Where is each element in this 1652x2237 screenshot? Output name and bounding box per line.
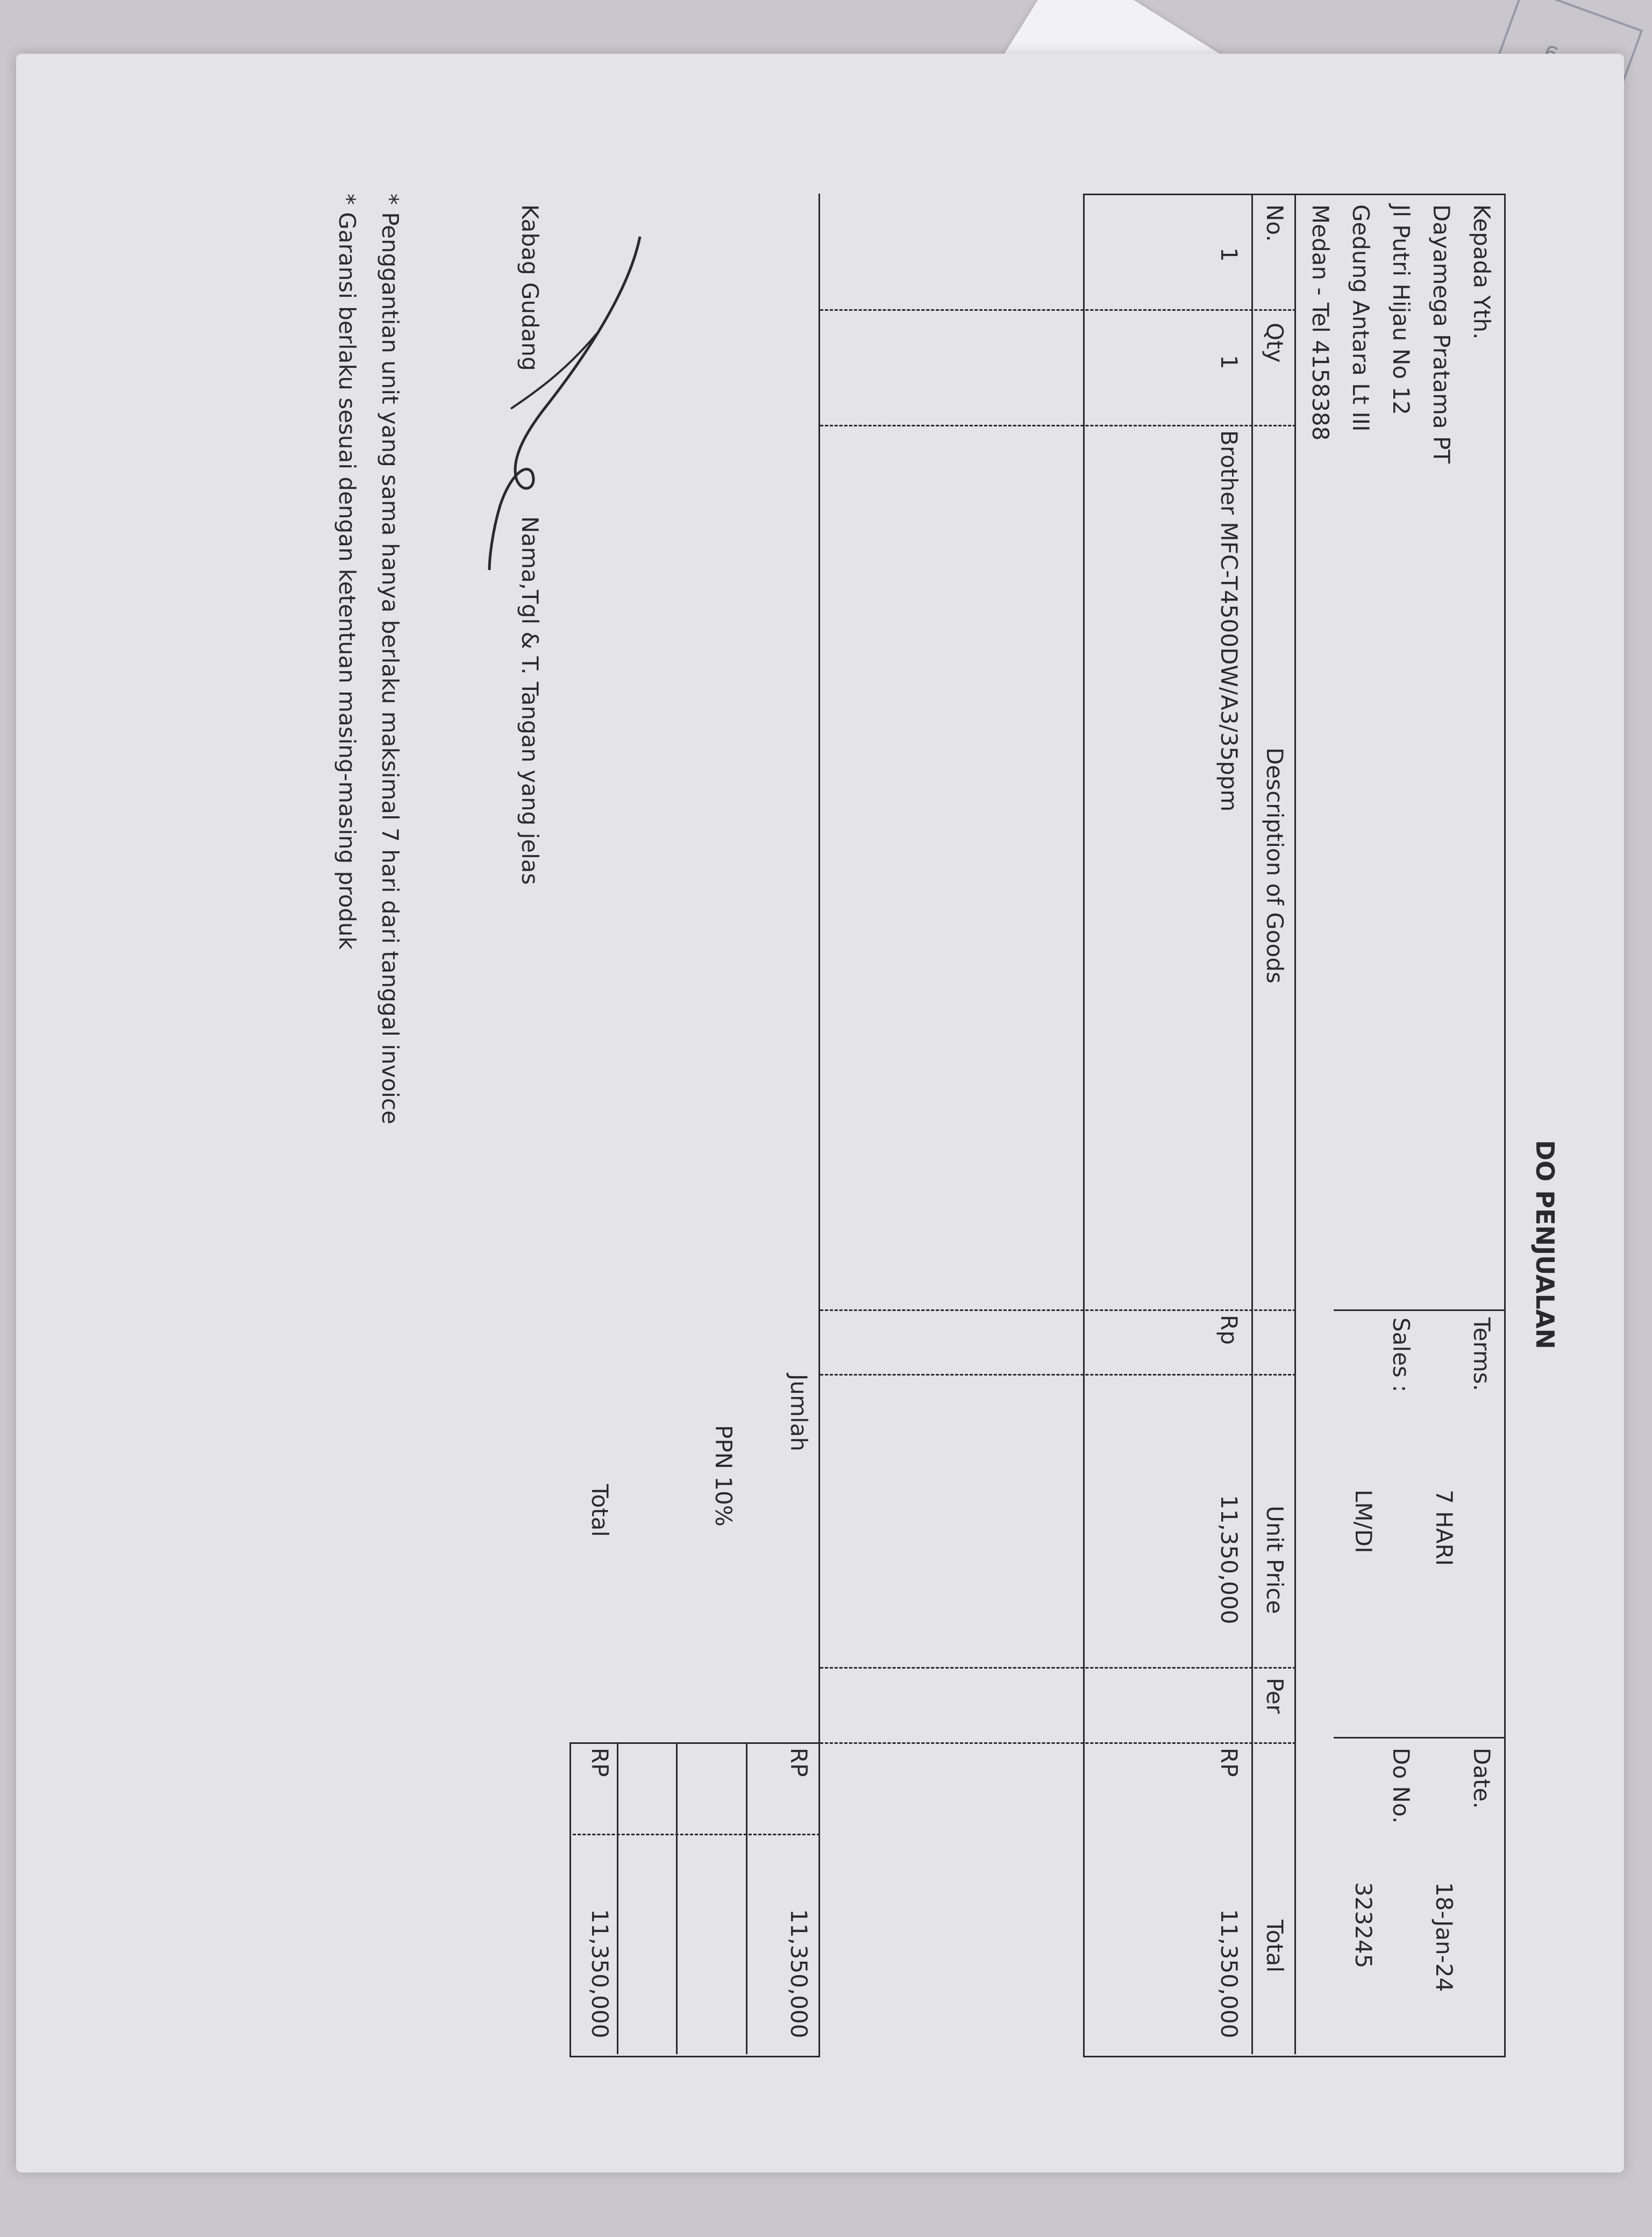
column-separator (820, 1742, 1296, 1744)
jumlah-value: 11,350,000 (786, 1909, 812, 2039)
signature-instruction: Nama,Tgl & T. Tangan yang jelas (517, 516, 543, 885)
column-separator (820, 1374, 1296, 1376)
col-unit-price-header: Unit Price (1262, 1506, 1288, 1614)
recipient-label: Kepada Yth. (1469, 204, 1495, 340)
summary-separator (573, 1834, 820, 1835)
row-no: 1 (1216, 247, 1242, 262)
row-description: Brother MFC-T4500DW/A3/35ppm (1216, 430, 1242, 812)
date-value: 18-Jan-24 (1431, 1882, 1457, 1992)
summary-row-line (617, 1742, 618, 2054)
total-label: Total (587, 1484, 613, 1537)
signature-role: Kabag Gudang (517, 204, 543, 371)
total-currency: RP (587, 1748, 613, 1777)
header-divider (1334, 1737, 1506, 1739)
total-value: 11,350,000 (587, 1909, 613, 2039)
col-qty-header: Qty (1262, 323, 1288, 363)
document-sheet (16, 54, 1624, 2172)
header-divider (1334, 1309, 1506, 1311)
delivery-order (177, 194, 1576, 2237)
jumlah-label: Jumlah (786, 1374, 812, 1451)
terms-value: 7 HARI (1431, 1490, 1457, 1566)
row-total: 11,350,000 (1216, 1909, 1242, 2039)
recipient-line: Gedung Antara Lt III (1348, 204, 1374, 432)
col-no-header: No. (1262, 204, 1288, 242)
column-separator (820, 1309, 1296, 1311)
table-top-line (1294, 194, 1296, 2054)
sales-label: Sales : (1388, 1317, 1414, 1393)
recipient-line: Dayamega Pratama PT (1428, 204, 1455, 464)
table-header-line (1251, 194, 1253, 2054)
note-line: * Penggantian unit yang sama hanya berlaku maksimal 7 hari dari tanggal invoice (377, 194, 403, 1124)
do-number-value: 323245 (1350, 1882, 1377, 1969)
col-desc-header: Description of Goods (1262, 747, 1288, 984)
do-number-label: Do No. (1388, 1748, 1414, 1824)
ppn-label: PPN 10% (710, 1425, 737, 1527)
column-separator (820, 425, 1296, 426)
column-separator (820, 1667, 1296, 1669)
date-label: Date. (1469, 1748, 1495, 1809)
recipient-line: Jl Putri Hijau No 12 (1388, 204, 1414, 415)
summary-row-line (676, 1742, 678, 2054)
document-title: DO PENJUALAN (1530, 1140, 1560, 1350)
sales-value: LM/DI (1350, 1490, 1377, 1554)
summary-row-line (746, 1742, 747, 2054)
terms-label: Terms. (1469, 1317, 1495, 1392)
jumlah-currency: RP (786, 1748, 812, 1777)
recipient-line: Medan - Tel 4158388 (1307, 204, 1334, 441)
row-total-currency: RP (1216, 1748, 1242, 1777)
column-separator (820, 309, 1296, 311)
col-per-header: Per (1262, 1678, 1288, 1714)
row-qty: 1 (1216, 355, 1242, 369)
row-unit-price: 11,350,000 (1216, 1495, 1242, 1625)
summary-box (569, 1742, 820, 2057)
signature-scribble (479, 226, 651, 570)
col-total-header: Total (1262, 1920, 1288, 1973)
row-currency: Rp (1216, 1315, 1242, 1345)
note-line: * Garansi berlaku sesuai dengan ketentuan masing-masing produk (334, 194, 360, 950)
